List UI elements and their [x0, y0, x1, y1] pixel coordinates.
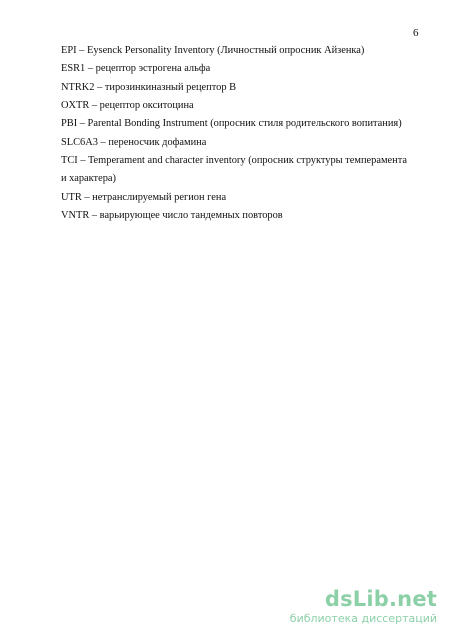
abbreviation-line-vntr: VNTR – варьирующее число тандемных повторов — [61, 210, 283, 221]
page-number: 6 — [413, 27, 419, 39]
watermark-tagline: библиотека диссертаций — [289, 612, 437, 625]
abbreviation-line-oxtr: OXTR – рецептор окситоцина — [61, 100, 194, 111]
abbreviation-line-tci-continued: и характера) — [61, 173, 116, 184]
abbreviation-line-ntrk2: NTRK2 – тирозинкиназный рецептор B — [61, 82, 237, 93]
watermark-brand: dsLib.net — [324, 587, 437, 611]
abbreviation-line-esr1: ESR1 – рецептор эстрогена альфа — [61, 63, 211, 74]
abbreviation-line-pbi: PBI – Parental Bonding Instrument (опросник стиля родительского вопитания) — [61, 118, 402, 129]
watermark — [267, 588, 437, 625]
abbreviation-line-utr: UTR – нетранслируемый регион гена — [61, 192, 227, 203]
abbreviation-line-tci: TCI – Temperament and character inventory (опросник структуры темперамента — [61, 155, 407, 166]
abbreviation-line-slc6a3: SLC6A3 – переносчик дофамина — [61, 137, 207, 148]
abbreviation-line-epi: EPI – Eysenck Personality Inventory (Личностный опросник Айзенка) — [61, 45, 365, 56]
